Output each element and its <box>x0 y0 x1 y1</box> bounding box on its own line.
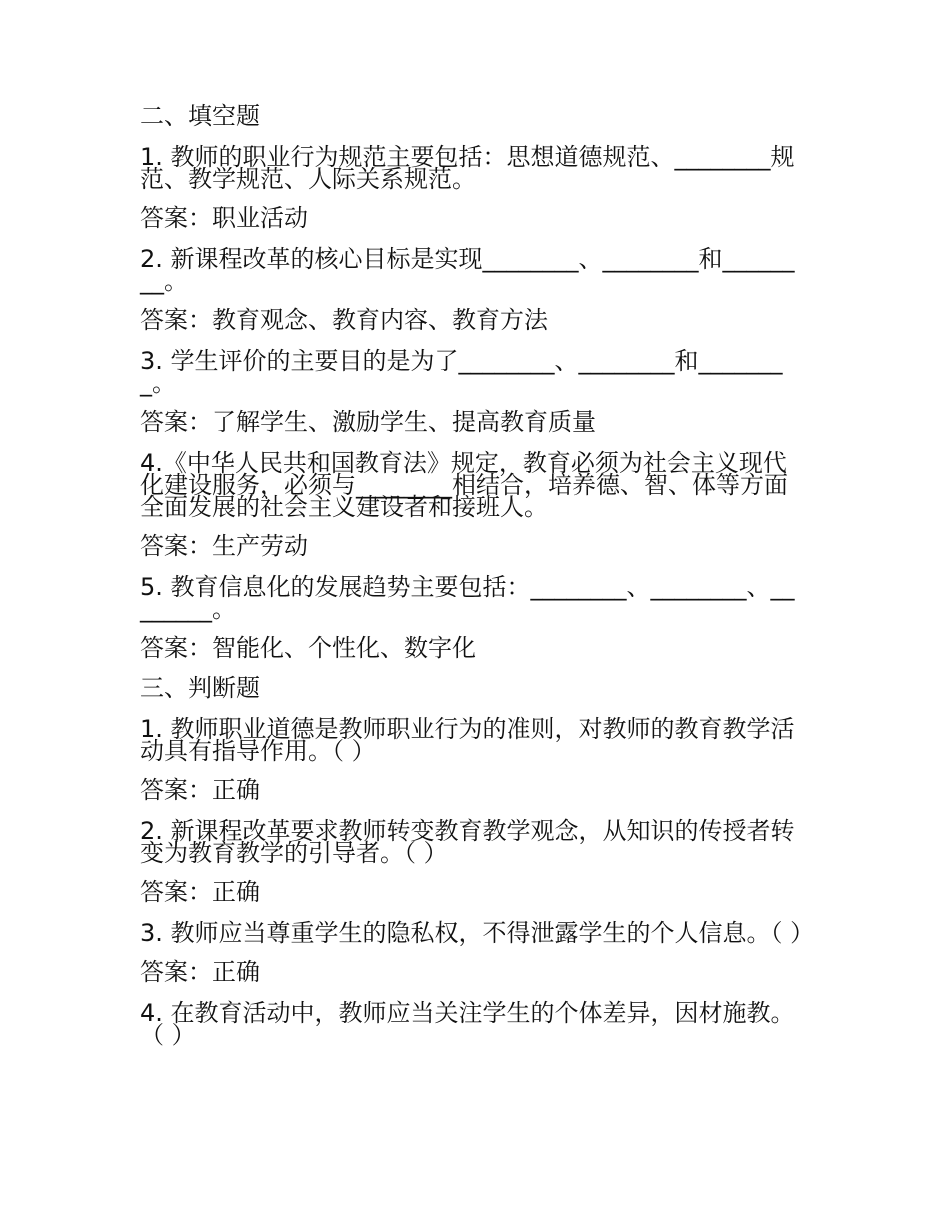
answer-3: 答案：了解学生、激励学生、提高教育质量 <box>140 408 596 436</box>
judge-question-4: 4. 在教育活动中，教师应当关注学生的个体差异，因材施教。（ ） <box>140 999 795 1049</box>
judge-answer-2: 答案：正确 <box>140 878 260 906</box>
answer-2: 答案：教育观念、教育内容、教育方法 <box>140 306 548 334</box>
answer-1: 答案：职业活动 <box>140 204 308 232</box>
section-heading-fill-blank: 二、填空题 <box>140 102 260 130</box>
judge-answer-3: 答案：正确 <box>140 958 260 986</box>
judge-question-3: 3. 教师应当尊重学生的隐私权，不得泄露学生的个人信息。（ ） <box>140 919 815 947</box>
answer-5: 答案：智能化、个性化、数字化 <box>140 634 476 662</box>
question-2: 2. 新课程改革的核心目标是实现________、________和________。 <box>140 245 795 295</box>
judge-question-1: 1. 教师职业道德是教师职业行为的准则，对教师的教育教学活动具有指导作用。（ ） <box>140 715 795 765</box>
judge-answer-1: 答案：正确 <box>140 776 260 804</box>
section-heading-true-false: 三、判断题 <box>140 674 260 702</box>
question-1: 1. 教师的职业行为规范主要包括：思想道德规范、________规范、教学规范、人际关系规范。 <box>140 143 795 193</box>
answer-4: 答案：生产劳动 <box>140 532 308 560</box>
question-4: 4.《中华人民共和国教育法》规定，教育必须为社会主义现代化建设服务，必须与________相结合，培养德、智、体等方面全面发展的社会主义建设者和接班人。 <box>140 449 788 521</box>
question-3: 3. 学生评价的主要目的是为了________、________和________。 <box>140 347 783 397</box>
question-5: 5. 教育信息化的发展趋势主要包括：________、________、________。 <box>140 573 795 623</box>
judge-question-2: 2. 新课程改革要求教师转变教育教学观念，从知识的传授者转变为教育教学的引导者。（ ） <box>140 817 795 867</box>
document-page <box>140 100 815 1049</box>
